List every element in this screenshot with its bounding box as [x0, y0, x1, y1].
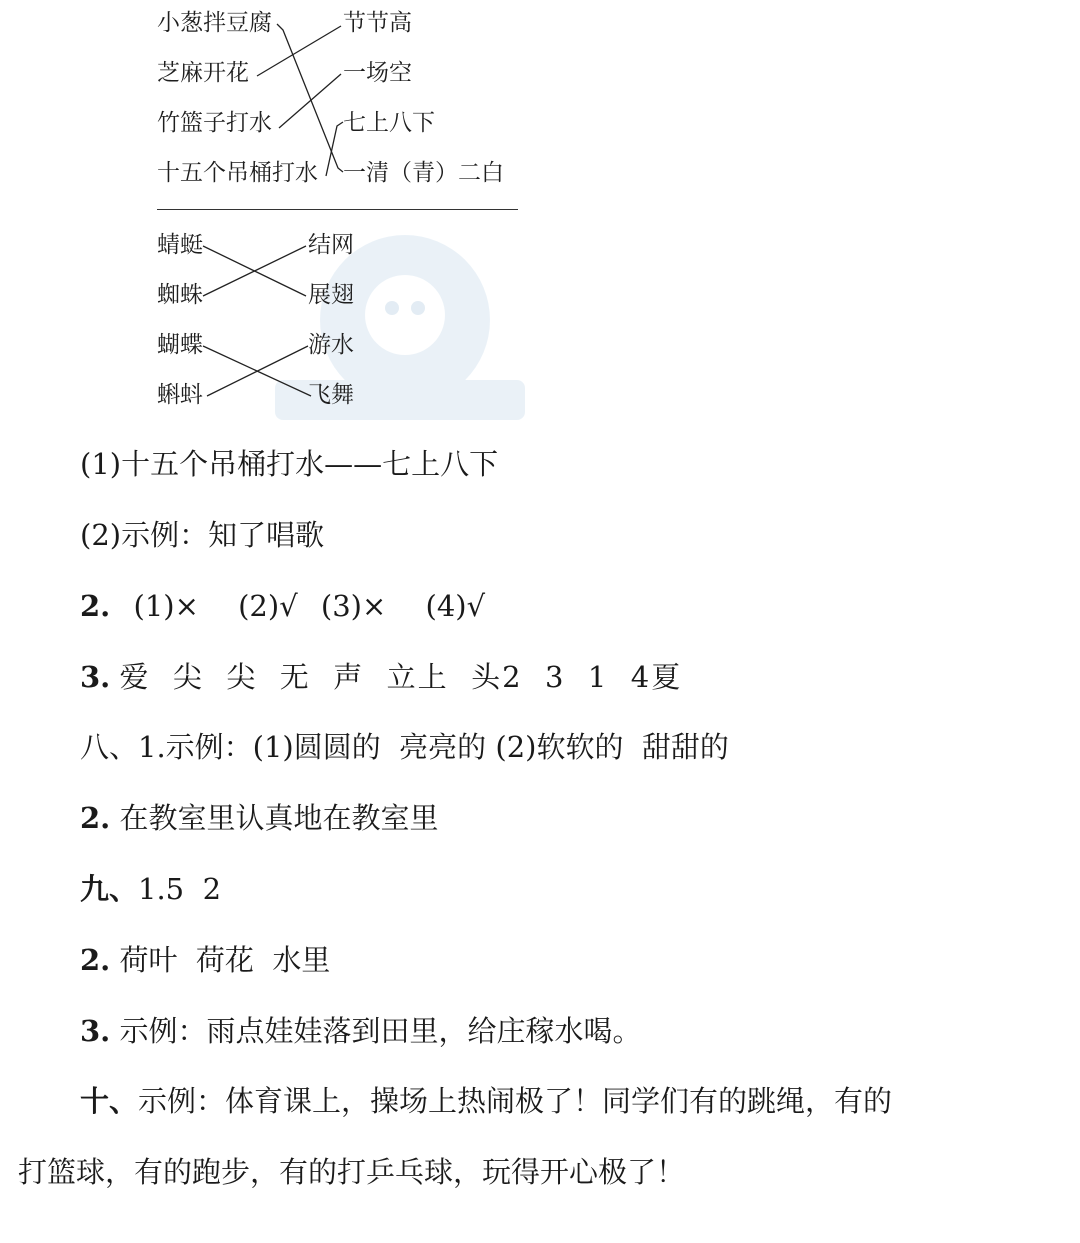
answer-line: (1)十五个吊桶打水——七上八下	[80, 447, 499, 481]
answer-text: 示例：体育课上，操场上热闹极了！同学们有的跳绳，有的	[138, 1084, 893, 1118]
question-number: 2.	[80, 589, 111, 623]
match-right-item: 飞舞	[308, 382, 354, 408]
answer-text: 1.5 2	[138, 872, 222, 906]
question-number: 3.	[80, 660, 111, 694]
answer-q10-line2: 打篮球，有的跑步，有的打乒乓球，玩得开心极了！	[18, 1155, 686, 1189]
answer-line: (2)示例：知了唱歌	[80, 518, 325, 552]
section-label: 十、	[80, 1084, 139, 1118]
answer-q9-3	[80, 1014, 642, 1048]
match-line	[203, 246, 306, 296]
question-number: 2.	[80, 801, 111, 835]
match-left-item: 蜻蜓	[157, 232, 203, 258]
match-right-item: 一场空	[343, 60, 412, 86]
match-right-item: 一清（青）二白	[343, 160, 504, 186]
match-left-item: 小葱拌豆腐	[157, 10, 272, 36]
answer-q3	[80, 660, 683, 694]
answer-item: (4)√	[425, 589, 486, 623]
match-right-item: 结网	[308, 232, 354, 258]
answer-text: 在教室里认真地在教室里	[119, 801, 439, 835]
match-left-item: 蝴蝶	[157, 332, 203, 358]
match-right-item: 展翅	[308, 282, 354, 308]
answer-q2	[80, 589, 486, 623]
match-right-item: 节节高	[343, 10, 412, 36]
answer-item: (2)√	[238, 589, 298, 623]
section-divider	[157, 209, 518, 210]
match-left-item: 竹篮子打水	[157, 110, 272, 136]
match-left-item: 蝌蚪	[157, 382, 203, 408]
section-label: 九、	[80, 872, 139, 906]
answer-item: (3)×	[320, 589, 387, 623]
match-line	[203, 346, 311, 396]
match-line	[203, 246, 306, 296]
answer-text: 爱 尖 尖 无 声 立上 头2 3 1 4夏	[119, 660, 683, 694]
answer-q10-line1	[80, 1084, 893, 1118]
answer-item: (1)×	[133, 589, 199, 623]
answer-q9-2	[80, 943, 331, 977]
match-left-item: 十五个吊桶打水	[157, 160, 318, 186]
match-line	[207, 346, 308, 396]
match-line	[277, 24, 343, 172]
match-left-item: 芝麻开花	[157, 60, 249, 86]
match-left-item: 蜘蛛	[157, 282, 203, 308]
answer-q9	[80, 872, 222, 906]
match-right-item: 游水	[308, 332, 354, 358]
watermark-logo	[255, 230, 535, 430]
answer-q8: 八、1.示例：(1)圆圆的 亮亮的 (2)软软的 甜甜的	[80, 730, 729, 764]
match-line	[279, 74, 341, 128]
answer-q8-2	[80, 801, 439, 835]
answer-text: 示例：雨点娃娃落到田里，给庄稼水喝。	[119, 1014, 642, 1048]
question-number: 2.	[80, 943, 111, 977]
match-line	[326, 122, 343, 176]
question-number: 3.	[80, 1014, 111, 1048]
match-right-item: 七上八下	[343, 110, 435, 136]
answer-text: 荷叶 荷花 水里	[119, 943, 331, 977]
